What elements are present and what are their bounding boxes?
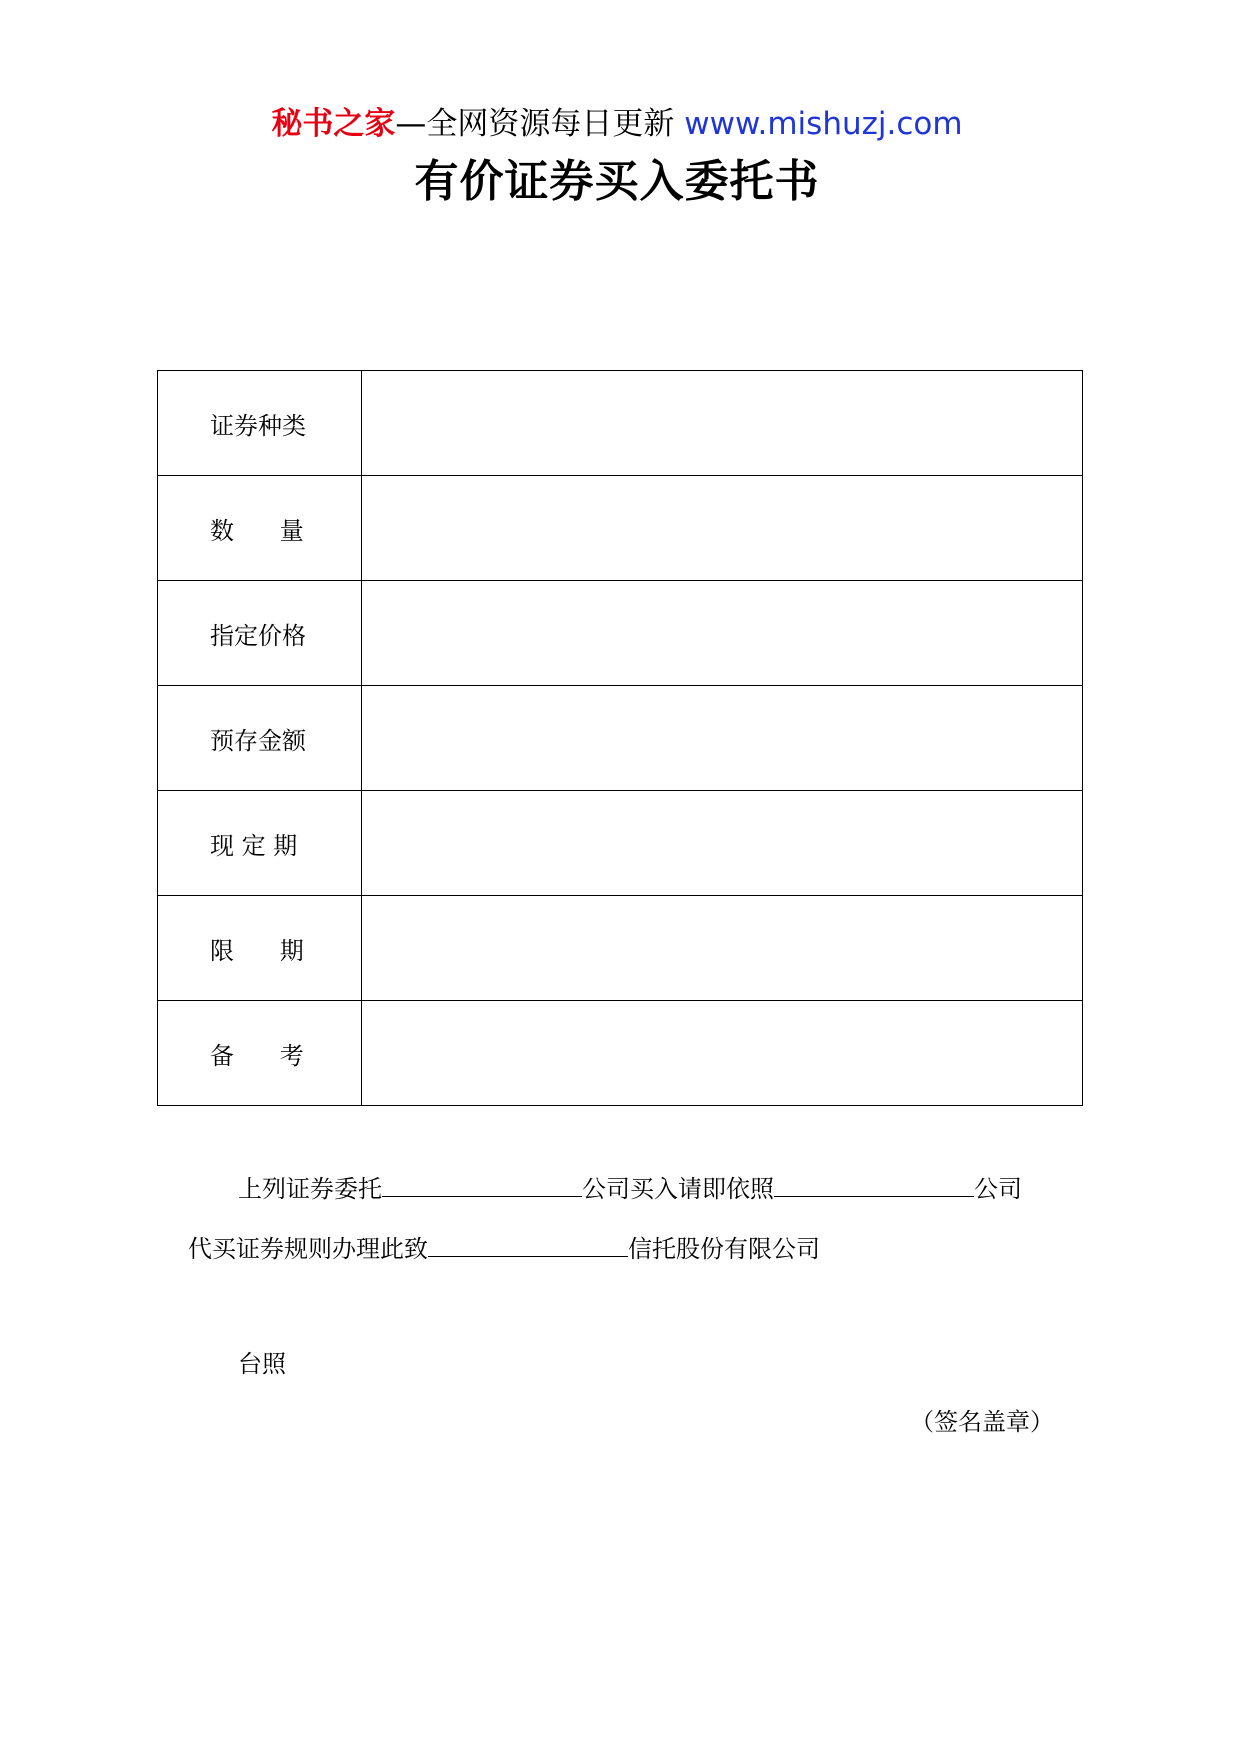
- document-title: 有价证券买入委托书: [414, 156, 820, 207]
- banner-slogan: —全网资源每日更新: [395, 106, 675, 142]
- text-company-buy: 公司买入请即依照: [582, 1175, 774, 1203]
- field-deposit-amount[interactable]: [362, 686, 1083, 791]
- row-label-fixed-term: 现 定 期: [158, 791, 362, 896]
- field-time-limit[interactable]: [362, 896, 1083, 1001]
- text-company: 公司: [974, 1175, 1022, 1203]
- row-label-remarks: 备 考: [158, 1001, 362, 1106]
- text-rules: 代买证券规则办理此致: [188, 1235, 428, 1263]
- field-designated-price[interactable]: [362, 581, 1083, 686]
- entrustment-form-table: [157, 370, 1083, 1106]
- table-row: [158, 476, 1083, 581]
- header-banner: [0, 102, 1234, 146]
- row-label-designated-price: 指定价格: [158, 581, 362, 686]
- text-entrust: 上列证券委托: [238, 1175, 382, 1203]
- banner-url[interactable]: www.mishuzj.com: [684, 106, 963, 142]
- text-trust-company: 信托股份有限公司: [628, 1235, 820, 1263]
- row-label-quantity: 数 量: [158, 476, 362, 581]
- table-row: [158, 791, 1083, 896]
- field-fixed-term[interactable]: [362, 791, 1083, 896]
- row-label-deposit-amount: 预存金额: [158, 686, 362, 791]
- field-remarks[interactable]: [362, 1001, 1083, 1106]
- body-line-1: [238, 1170, 1022, 1206]
- body-line-3: 台照: [238, 1350, 286, 1378]
- field-security-type[interactable]: [362, 371, 1083, 476]
- blank-trust-company[interactable]: [428, 1230, 628, 1257]
- row-label-time-limit: 限 期: [158, 896, 362, 1001]
- table-row: [158, 581, 1083, 686]
- brand-name: 秘书之家: [271, 106, 396, 142]
- table-row: [158, 1001, 1083, 1106]
- table-row: [158, 896, 1083, 1001]
- signature-label: （签名盖章）: [910, 1408, 1054, 1436]
- field-quantity[interactable]: [362, 476, 1083, 581]
- blank-company-1[interactable]: [382, 1170, 582, 1197]
- table-row: [158, 371, 1083, 476]
- blank-company-2[interactable]: [774, 1170, 974, 1197]
- row-label-security-type: 证券种类: [158, 371, 362, 476]
- body-line-2: [188, 1230, 820, 1266]
- table-row: [158, 686, 1083, 791]
